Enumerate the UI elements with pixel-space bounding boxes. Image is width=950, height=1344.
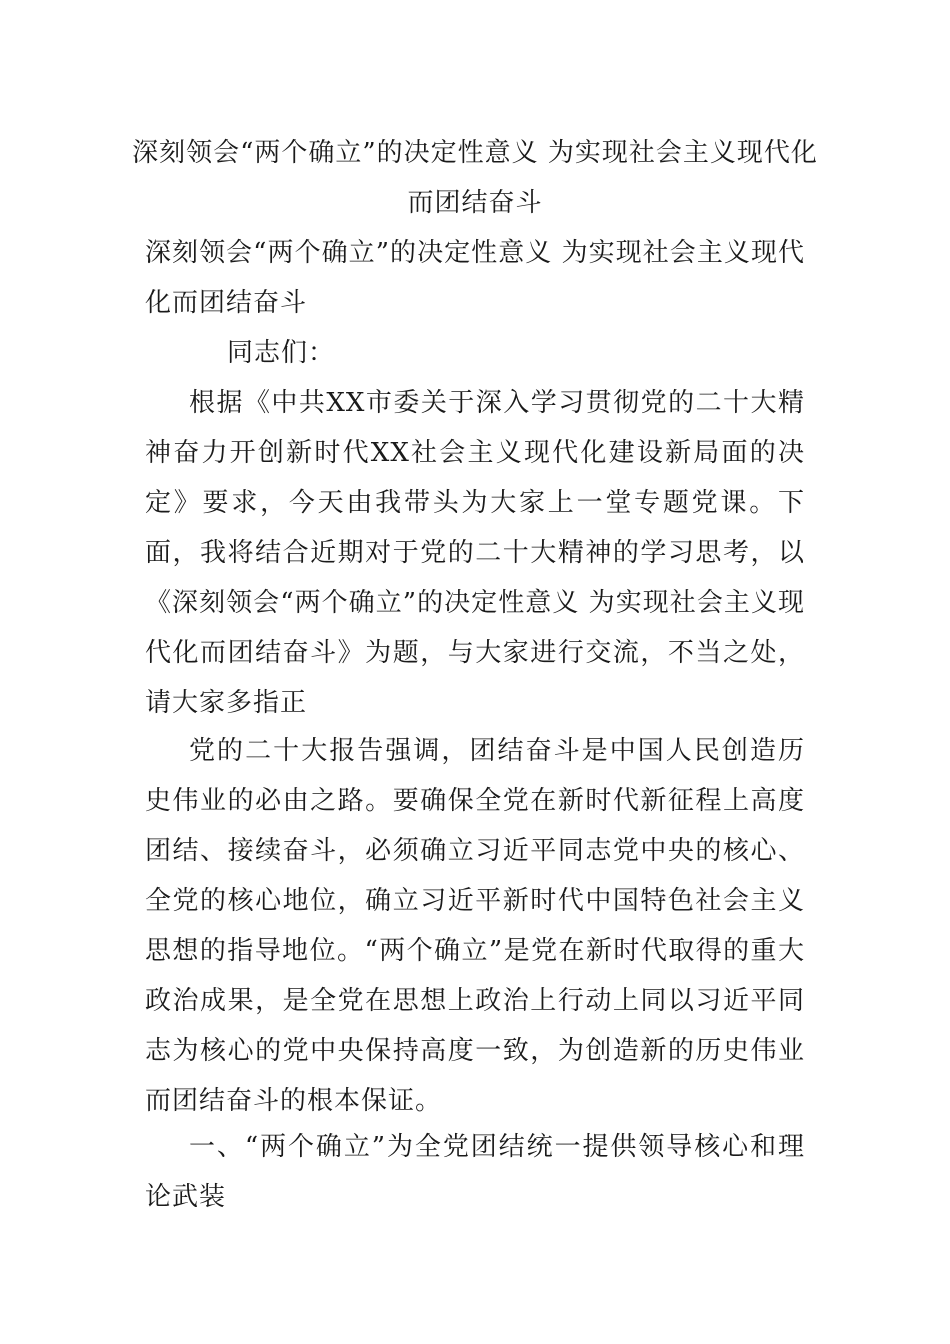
document-subtitle: 深刻领会“两个确立”的决定性意义 为实现社会主义现代化而团结奋斗 — [145, 238, 805, 318]
document-title: 深刻领会“两个确立”的决定性意义 为实现社会主义现代化而团结奋斗 — [132, 138, 818, 218]
paragraph-intro: 根据《中共XX市委关于深入学习贯彻党的二十大精神奋力开创新时代XX社会主义现代化建设新局面的决定》要求，今天由我带头为大家上一堂专题党课。下面，我将结合近期对于党的二十大精神的学习思考，以《深刻领会“两个确立”的决定性意义 为实现社会主义现代化而团结奋斗》为题，与大家进行交流，不当之处，请大家多指正 — [145, 388, 805, 718]
section-heading: 一、“两个确立”为全党团结统一提供领导核心和理论武装 — [145, 1132, 805, 1212]
greeting: 同志们： — [227, 338, 336, 368]
paragraph-main: 党的二十大报告强调，团结奋斗是中国人民创造历史伟业的必由之路。要确保全党在新时代新征程上高度团结、接续奋斗，必须确立习近平同志党中央的核心、全党的核心地位，确立习近平新时代中国特色社会主义思想的指导地位。“两个确立”是党在新时代取得的重大政治成果，是全党在思想上政治上行动上同以习近平同志为核心的党中央保持高度一致，为创造新的历史伟业而团结奋斗的根本保证。 — [145, 736, 805, 1116]
